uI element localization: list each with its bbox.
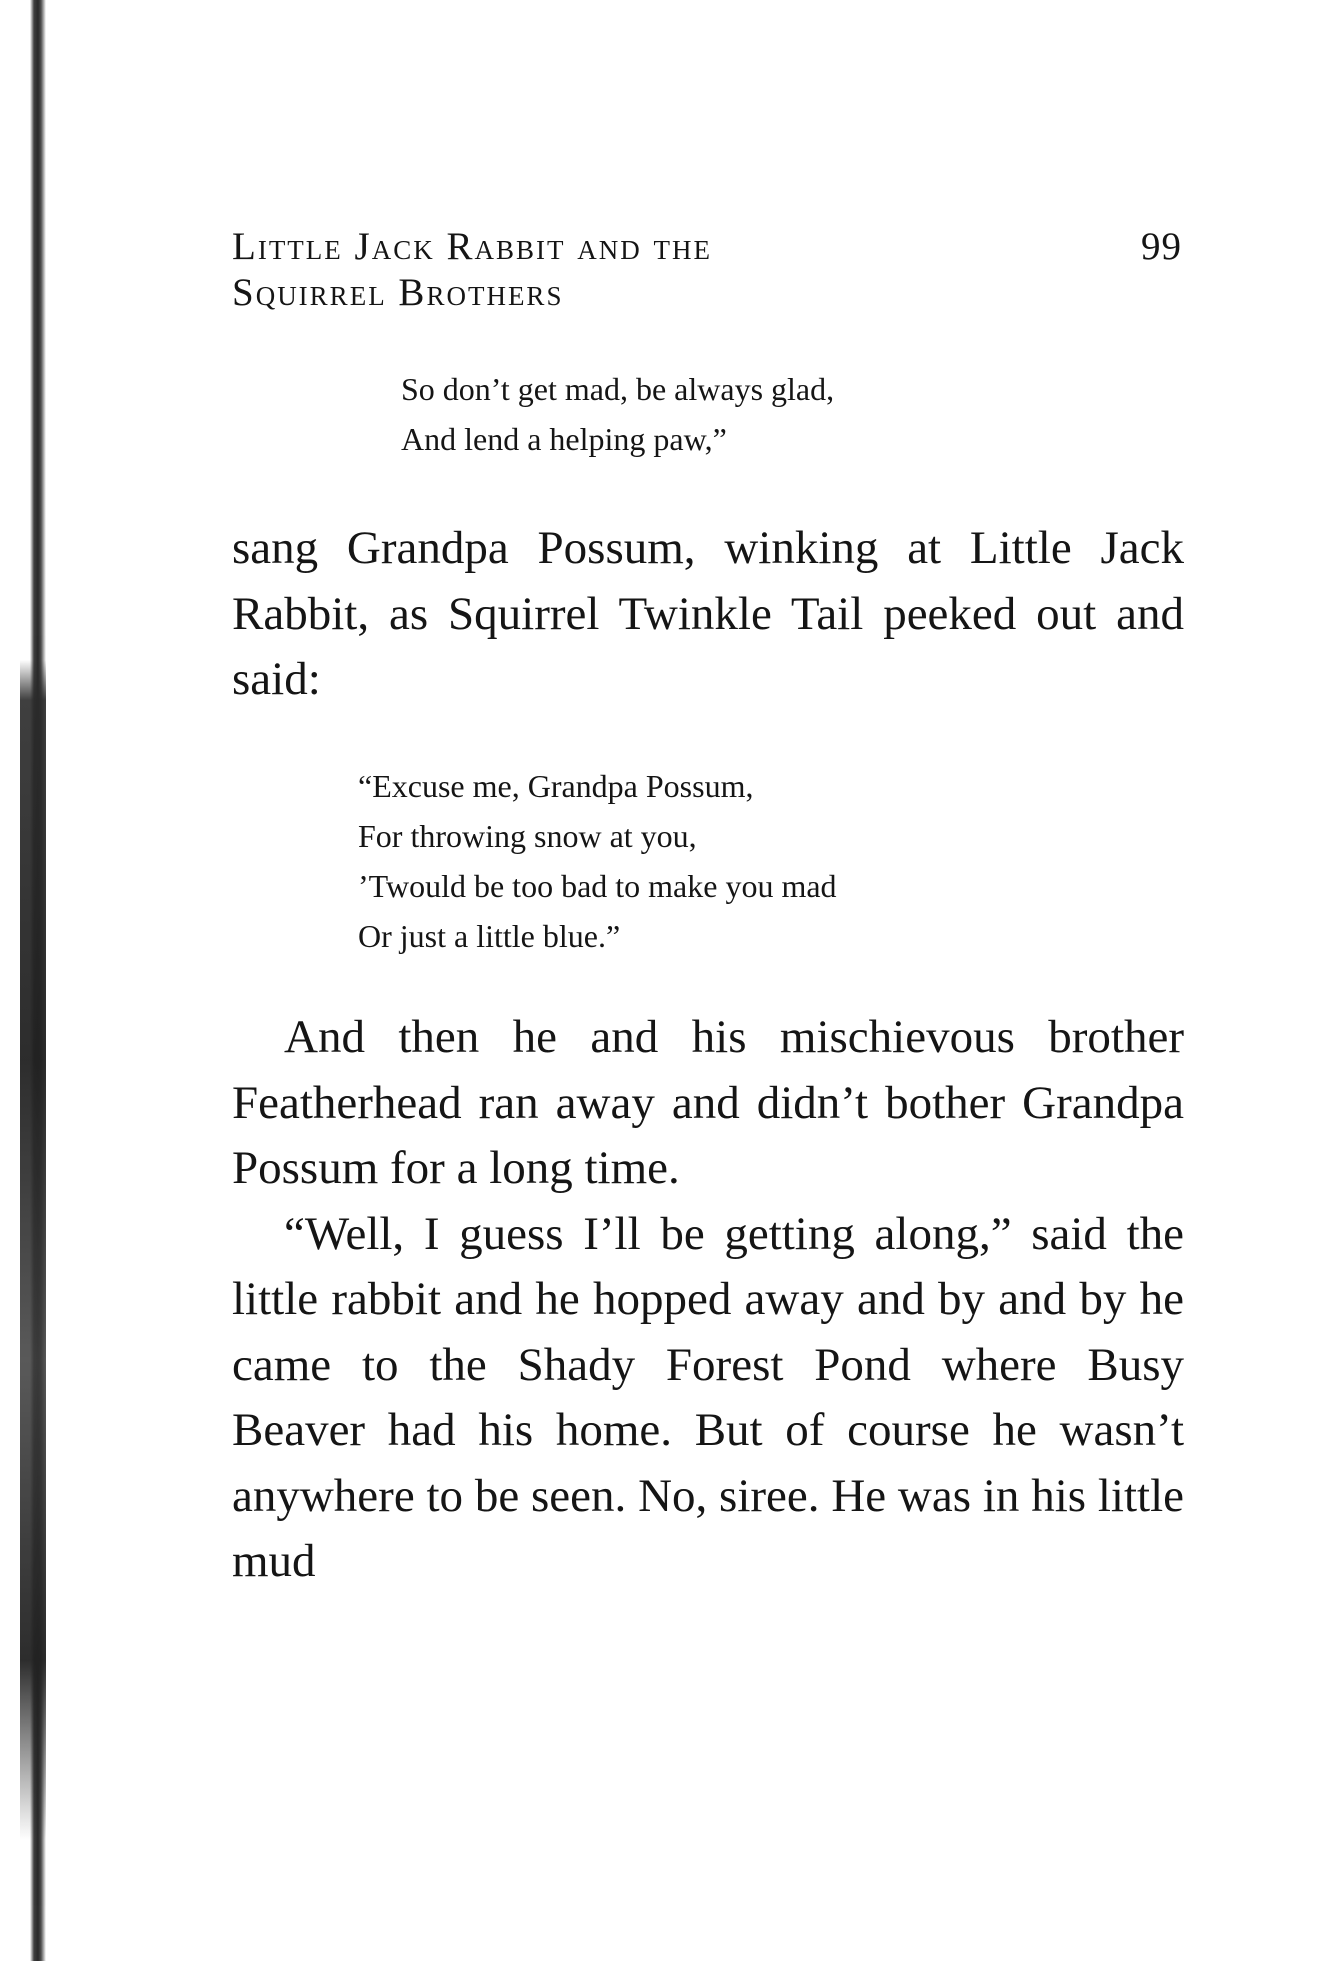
prose-block-1 [232,516,1184,713]
paragraph: “Well, I guess I’ll be getting along,” said the little rabbit and he hopped away and by and by he came to the Shady Forest Pond where Busy Beaver had his home. But of course he wasn’t anywhere to be seen. No, siree. He was in his little mud [232,1207,1184,1587]
running-title [232,224,992,316]
verse-block-1 [401,364,834,464]
running-title-line-2: Squirrel Brothers [232,271,564,314]
verse-line: For throwing snow at you, [358,818,697,854]
verse-line: ’Twould be too bad to make you mad [358,868,837,904]
paragraph: sang Grandpa Possum, winking at Little Jack Rabbit, as Squirrel Twinkle Tail peeked out and said: [232,522,1184,705]
page-number: 99 [1141,225,1182,268]
running-title-line-1: Little Jack Rabbit and the [232,225,712,268]
verse-line: So don’t get mad, be always glad, [401,371,835,407]
verse-line: “Excuse me, Grandpa Possum, [358,768,754,804]
scanned-binding-edge [0,0,46,1961]
verse-line: Or just a little blue.” [358,918,621,954]
verse-line: And lend a helping paw,” [401,421,727,457]
paragraph: And then he and his mischievous brother Featherhead ran away and didn’t bother Grandpa Possum for a long time. [232,1011,1184,1194]
verse-block-2 [358,761,837,961]
running-head [232,224,1182,316]
prose-block-2 [232,1005,1184,1595]
